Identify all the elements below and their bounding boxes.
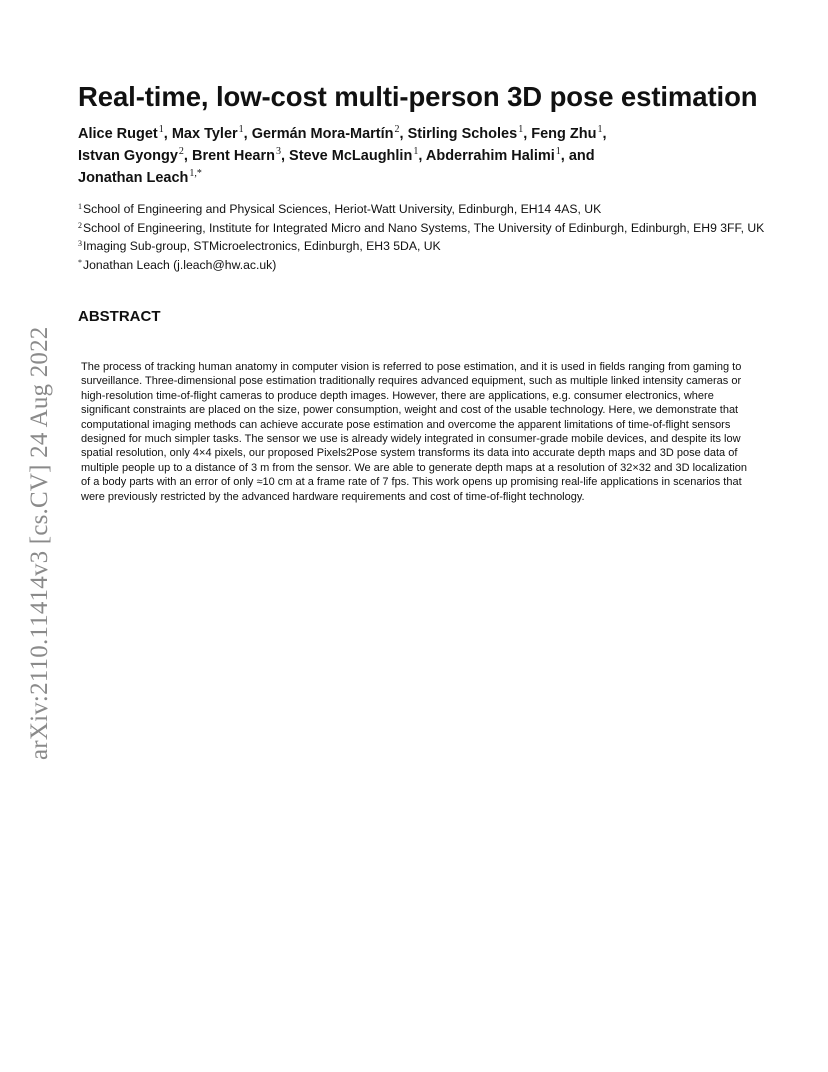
corresponding-contact: Jonathan Leach (j.leach@hw.ac.uk) — [83, 257, 277, 272]
affiliation-list — [78, 201, 768, 275]
affiliation-text: School of Engineering and Physical Sciences, Heriot-Watt University, Edinburgh, EH14 4AS, UK — [83, 202, 602, 216]
author-list — [78, 124, 768, 190]
author — [192, 148, 289, 164]
affiliation-number: 1 — [78, 202, 82, 211]
corresponding-mark: * — [78, 257, 82, 267]
affiliation-mark: 1 — [555, 146, 561, 157]
author-separator: , — [602, 126, 607, 142]
author — [426, 148, 595, 164]
author — [531, 126, 606, 142]
author — [78, 148, 192, 164]
affiliation-number: 3 — [78, 239, 82, 248]
affiliation-mark: 1 — [238, 124, 244, 135]
affiliation — [78, 201, 768, 220]
author-name: Stirling Scholes — [407, 126, 518, 142]
affiliation-mark: 1 — [413, 146, 419, 157]
author-separator: , — [523, 126, 532, 142]
arxiv-side-stamp — [20, 280, 60, 760]
arxiv-identifier: arXiv:2110.11414v3 [cs.CV] 24 Aug 2022 — [26, 326, 53, 760]
author-name: Germán Mora-Martín — [251, 126, 394, 142]
author — [408, 126, 532, 142]
affiliation-text: Imaging Sub-group, STMicroelectronics, Edinburgh, EH3 5DA, UK — [83, 239, 441, 253]
author-name: Feng Zhu — [531, 126, 597, 142]
affiliation-mark: 2 — [394, 124, 400, 135]
author — [289, 148, 426, 164]
author-name: Jonathan Leach — [78, 170, 189, 186]
paper-title: Real-time, low-cost multi-person 3D pose estimation — [78, 81, 758, 112]
author-separator: , and — [560, 148, 595, 164]
author-name: Brent Hearn — [191, 148, 275, 164]
author-separator: , — [418, 148, 426, 164]
author-name: Alice Ruget — [78, 126, 158, 142]
author-name: Istvan Gyongy — [78, 148, 178, 164]
abstract-heading: ABSTRACT — [78, 308, 161, 325]
affiliation-number: 2 — [78, 220, 82, 230]
author — [252, 126, 408, 142]
author-separator: , — [183, 148, 192, 164]
affiliation-text: School of Engineering, Institute for Integrated Micro and Nano Systems, The University of Edinburgh, Edinburgh, EH9 3FF, UK — [83, 220, 765, 235]
author — [172, 126, 252, 142]
affiliation-mark: 1,* — [189, 168, 202, 179]
author-separator: , — [399, 126, 408, 142]
author-name: Max Tyler — [171, 126, 238, 142]
affiliation-mark: 1 — [158, 124, 164, 135]
abstract-text: The process of tracking human anatomy in computer vision is referred to pose estimation, and it is used in fields ranging from gaming to surveillance. Three-dimensional pose estimation traditionally requires advanced equipment, such as multiple linked intensity cameras or high-resolution time-of-flight cameras to produce depth images. However, there are applications, e.g. consumer electronics, where significant constraints are placed on the size, power consumption, weight and cost of the usable technology. Here, we demonstrate that computational imaging methods can achieve accurate pose estimation and overcome the apparent limitations of time-of-flight sensors designed for much simpler tasks. The sensor we use is already widely integrated in consumer-grade mobile devices, and despite its low spatial resolution, only 4×4 pixels, our proposed Pixels2Pose system transforms its data into accurate depth maps and 3D pose data of multiple people up to a distance of 3 m from the sensor. We are able to generate depth maps at a resolution of 32×32 and 3D localization of a body parts with an error of only ≈10 cm at a frame rate of 7 fps. This work opens up promising real-life applications in scenarios that were previously restricted by the advanced hardware requirements and cost of time-of-flight technology. — [81, 361, 748, 503]
affiliation — [78, 220, 768, 239]
author-separator: , — [243, 126, 252, 142]
affiliation — [78, 238, 768, 257]
author — [78, 170, 202, 186]
affiliation-mark: 1 — [597, 124, 603, 135]
author-name: Steve McLaughlin — [289, 148, 413, 164]
affiliation-mark: 3 — [275, 146, 281, 157]
author-separator: , — [280, 148, 290, 164]
author — [78, 126, 172, 142]
affiliation-mark: 1 — [518, 124, 524, 135]
author-separator: , — [163, 126, 172, 142]
author-name: Abderrahim Halimi — [425, 148, 555, 164]
affiliation-mark: 2 — [178, 146, 184, 157]
corresponding-author — [78, 257, 768, 276]
